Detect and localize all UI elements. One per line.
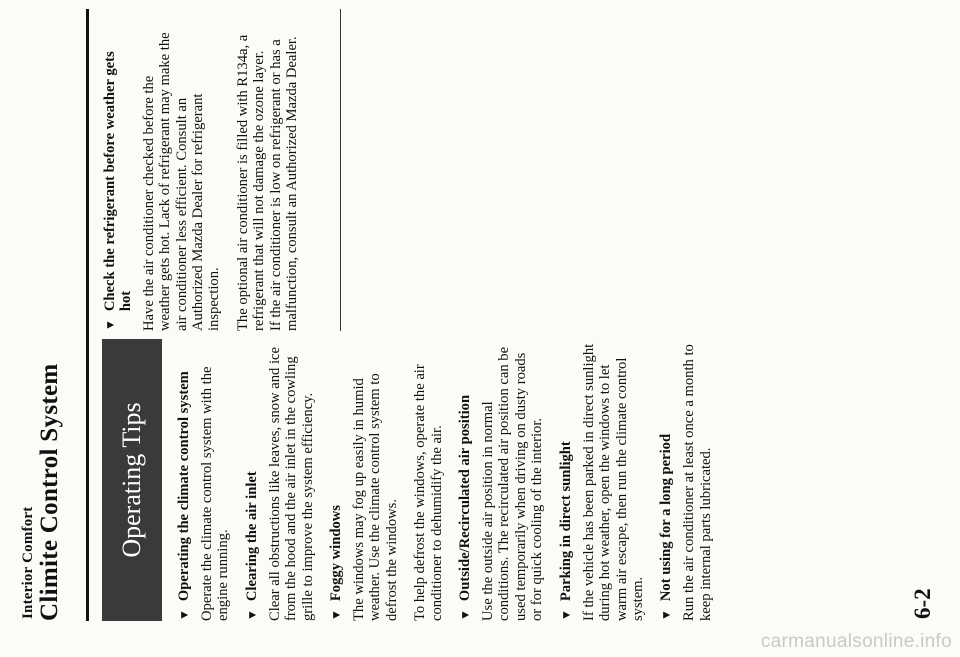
heading-foggy-windows — [328, 339, 345, 621]
triangle-bullet-icon: ▼ — [659, 609, 674, 621]
paragraph: Clear all obstructions like leaves, snow and ice from the hood and the air inlet in the cowling grille to improve the system efficiency. — [266, 347, 316, 621]
paragraph: The optional air conditioner is filled with R134a, a refrigerant that will not damage the ozone layer. — [234, 34, 268, 331]
triangle-bullet-icon: ▼ — [558, 609, 573, 621]
section-label: Interior Comfort — [20, 506, 36, 619]
triangle-bullet-icon: ▼ — [177, 609, 191, 621]
heading-text: Not using for a long period — [658, 433, 675, 602]
triangle-bullet-icon: ▼ — [244, 609, 259, 621]
paragraph: If the vehicle has been parked in direct sunlight during hot weather, open the windows to let warm air escape, then run the climate control system. — [580, 343, 646, 621]
heading-air-inlet — [244, 339, 261, 621]
paragraph: Have the air conditioner checked before the weather gets hot. Lack of refrigerant may make the air conditioner less efficient. Consult an Authorized Mazda Dealer for refrigerant inspection. — [140, 32, 223, 331]
triangle-bullet-icon: ▼ — [458, 609, 473, 621]
title-rule — [86, 9, 89, 621]
paragraph: Use the outside air position in normal conditions. The recirculated air position can be used temporarily when driving on dusty roads or for quick cooling of the interior. — [480, 346, 546, 621]
paragraph: If the air conditioner is low on refrigerant or has a malfunction, consult an Authorized Mazda Dealer. — [267, 36, 301, 331]
heading-long-period — [658, 339, 675, 621]
page-title: Climite Control System — [36, 363, 63, 621]
triangle-bullet-icon: ▼ — [329, 609, 344, 621]
paragraph: The windows may fog up easily in humid weather. Use the climate control system to defrost the windows. — [351, 373, 400, 621]
heading-refrigerant — [102, 31, 135, 331]
paragraph: Operate the climate control system with the engine running. — [199, 366, 232, 621]
operating-tips-banner: Operating Tips — [102, 339, 162, 621]
paragraph: Run the air conditioner at least once a month to keep internal parts lubricated. — [681, 344, 714, 621]
page-number: 6-2 — [910, 588, 935, 619]
heading-air-position — [457, 339, 474, 621]
paragraph: To help defrost the windows, operate the air conditioner to dehumidify the air. — [412, 364, 445, 621]
column-rule — [340, 9, 341, 331]
watermark: carmanualsonline.info — [760, 631, 952, 652]
heading-text: Check the refrigerant before weather gets hot — [102, 51, 135, 312]
heading-text: Clearing the air inlet — [243, 471, 260, 602]
right-column — [102, 31, 312, 331]
left-column — [102, 339, 726, 621]
heading-parking-sunlight — [558, 339, 575, 621]
heading-text: Operating the climate control system — [176, 371, 192, 602]
heading-text: Foggy windows — [328, 505, 345, 602]
heading-text: Outside/Recirculated air position — [457, 394, 474, 602]
triangle-bullet-icon: ▼ — [103, 319, 117, 331]
heading-text: Parking in direct sunlight — [557, 441, 574, 602]
heading-operating — [176, 339, 193, 621]
